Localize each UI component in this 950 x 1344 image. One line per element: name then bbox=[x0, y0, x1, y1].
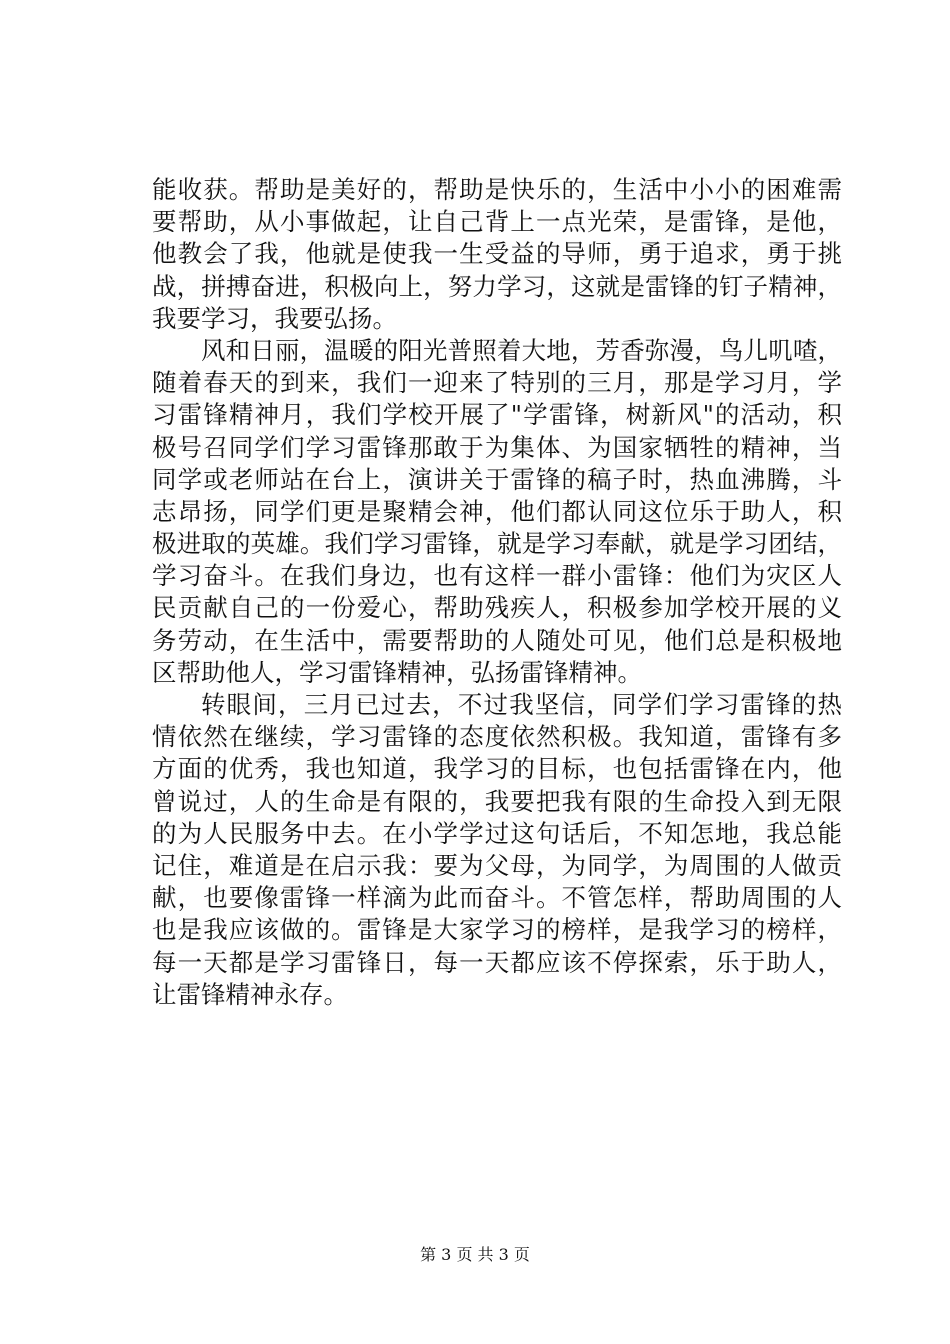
paragraph-line: 转眼间，三月已过去，不过我坚信，同学们学习雷锋的热 bbox=[201, 690, 842, 719]
paragraph-line: 极进取的英雄。我们学习雷锋，就是学习奉献，就是学习团结， bbox=[152, 529, 842, 559]
paragraph-line: 学习奋斗。在我们身边，也有这样一群小雷锋：他们为灾区人 bbox=[152, 561, 842, 591]
paragraph-line: 我要学习，我要弘扬。 bbox=[152, 303, 397, 333]
document-body bbox=[152, 174, 842, 1011]
paragraph-line: 记住，难道是在启示我：要为父母，为同学，为周围的人做贡 bbox=[152, 850, 842, 880]
paragraph-line: 的为人民服务中去。在小学学过这句话后，不知怎地，我总能 bbox=[152, 818, 842, 848]
paragraph bbox=[152, 174, 842, 335]
paragraph-line: 随着春天的到来，我们一迎来了特别的三月，那是学习月，学 bbox=[152, 368, 842, 398]
paragraph-line: 每一天都是学习雷锋日，每一天都应该不停探索，乐于助人， bbox=[152, 947, 842, 977]
paragraph bbox=[152, 689, 842, 1011]
paragraph-line: 同学或老师站在台上，演讲关于雷锋的稿子时，热血沸腾，斗 bbox=[152, 464, 842, 494]
page-footer: 第 3 页 共 3 页 bbox=[420, 1245, 530, 1264]
paragraph-line: 风和日丽，温暖的阳光普照着大地，芳香弥漫，鸟儿叽喳， bbox=[201, 335, 842, 365]
paragraph-line: 区帮助他人，学习雷锋精神，弘扬雷锋精神。 bbox=[152, 657, 642, 687]
paragraph-line: 献，也要像雷锋一样滴为此而奋斗。不管怎样，帮助周围的人 bbox=[152, 883, 842, 913]
paragraph bbox=[152, 335, 842, 689]
paragraph-line: 方面的优秀，我也知道，我学习的目标，也包括雷锋在内，他 bbox=[152, 754, 842, 784]
paragraph-line: 习雷锋精神月，我们学校开展了"学雷锋，树新风"的活动，积 bbox=[152, 400, 842, 430]
paragraph-line: 他教会了我，他就是使我一生受益的导师，勇于追求，勇于挑 bbox=[152, 239, 842, 269]
paragraph-line: 能收获。帮助是美好的，帮助是快乐的，生活中小小的困难需 bbox=[152, 175, 842, 204]
paragraph-line: 让雷锋精神永存。 bbox=[152, 979, 348, 1009]
paragraph-line: 战，拼搏奋进，积极向上，努力学习，这就是雷锋的钉子精神， bbox=[152, 271, 842, 301]
paragraph-line: 要帮助，从小事做起，让自己背上一点光荣，是雷锋，是他， bbox=[152, 207, 842, 237]
paragraph-line: 务劳动，在生活中，需要帮助的人随处可见，他们总是积极地 bbox=[152, 625, 842, 655]
paragraph-line: 极号召同学们学习雷锋那敢于为集体、为国家牺牲的精神，当 bbox=[152, 432, 842, 462]
paragraph-line: 情依然在继续，学习雷锋的态度依然积极。我知道，雷锋有多 bbox=[152, 722, 842, 752]
paragraph-line: 志昂扬，同学们更是聚精会神，他们都认同这位乐于助人，积 bbox=[152, 496, 842, 526]
paragraph-line: 民贡献自己的一份爱心，帮助残疾人，积极参加学校开展的义 bbox=[152, 593, 842, 623]
paragraph-line: 也是我应该做的。雷锋是大家学习的榜样，是我学习的榜样， bbox=[152, 915, 842, 945]
paragraph-line: 曾说过，人的生命是有限的，我要把我有限的生命投入到无限 bbox=[152, 786, 842, 816]
